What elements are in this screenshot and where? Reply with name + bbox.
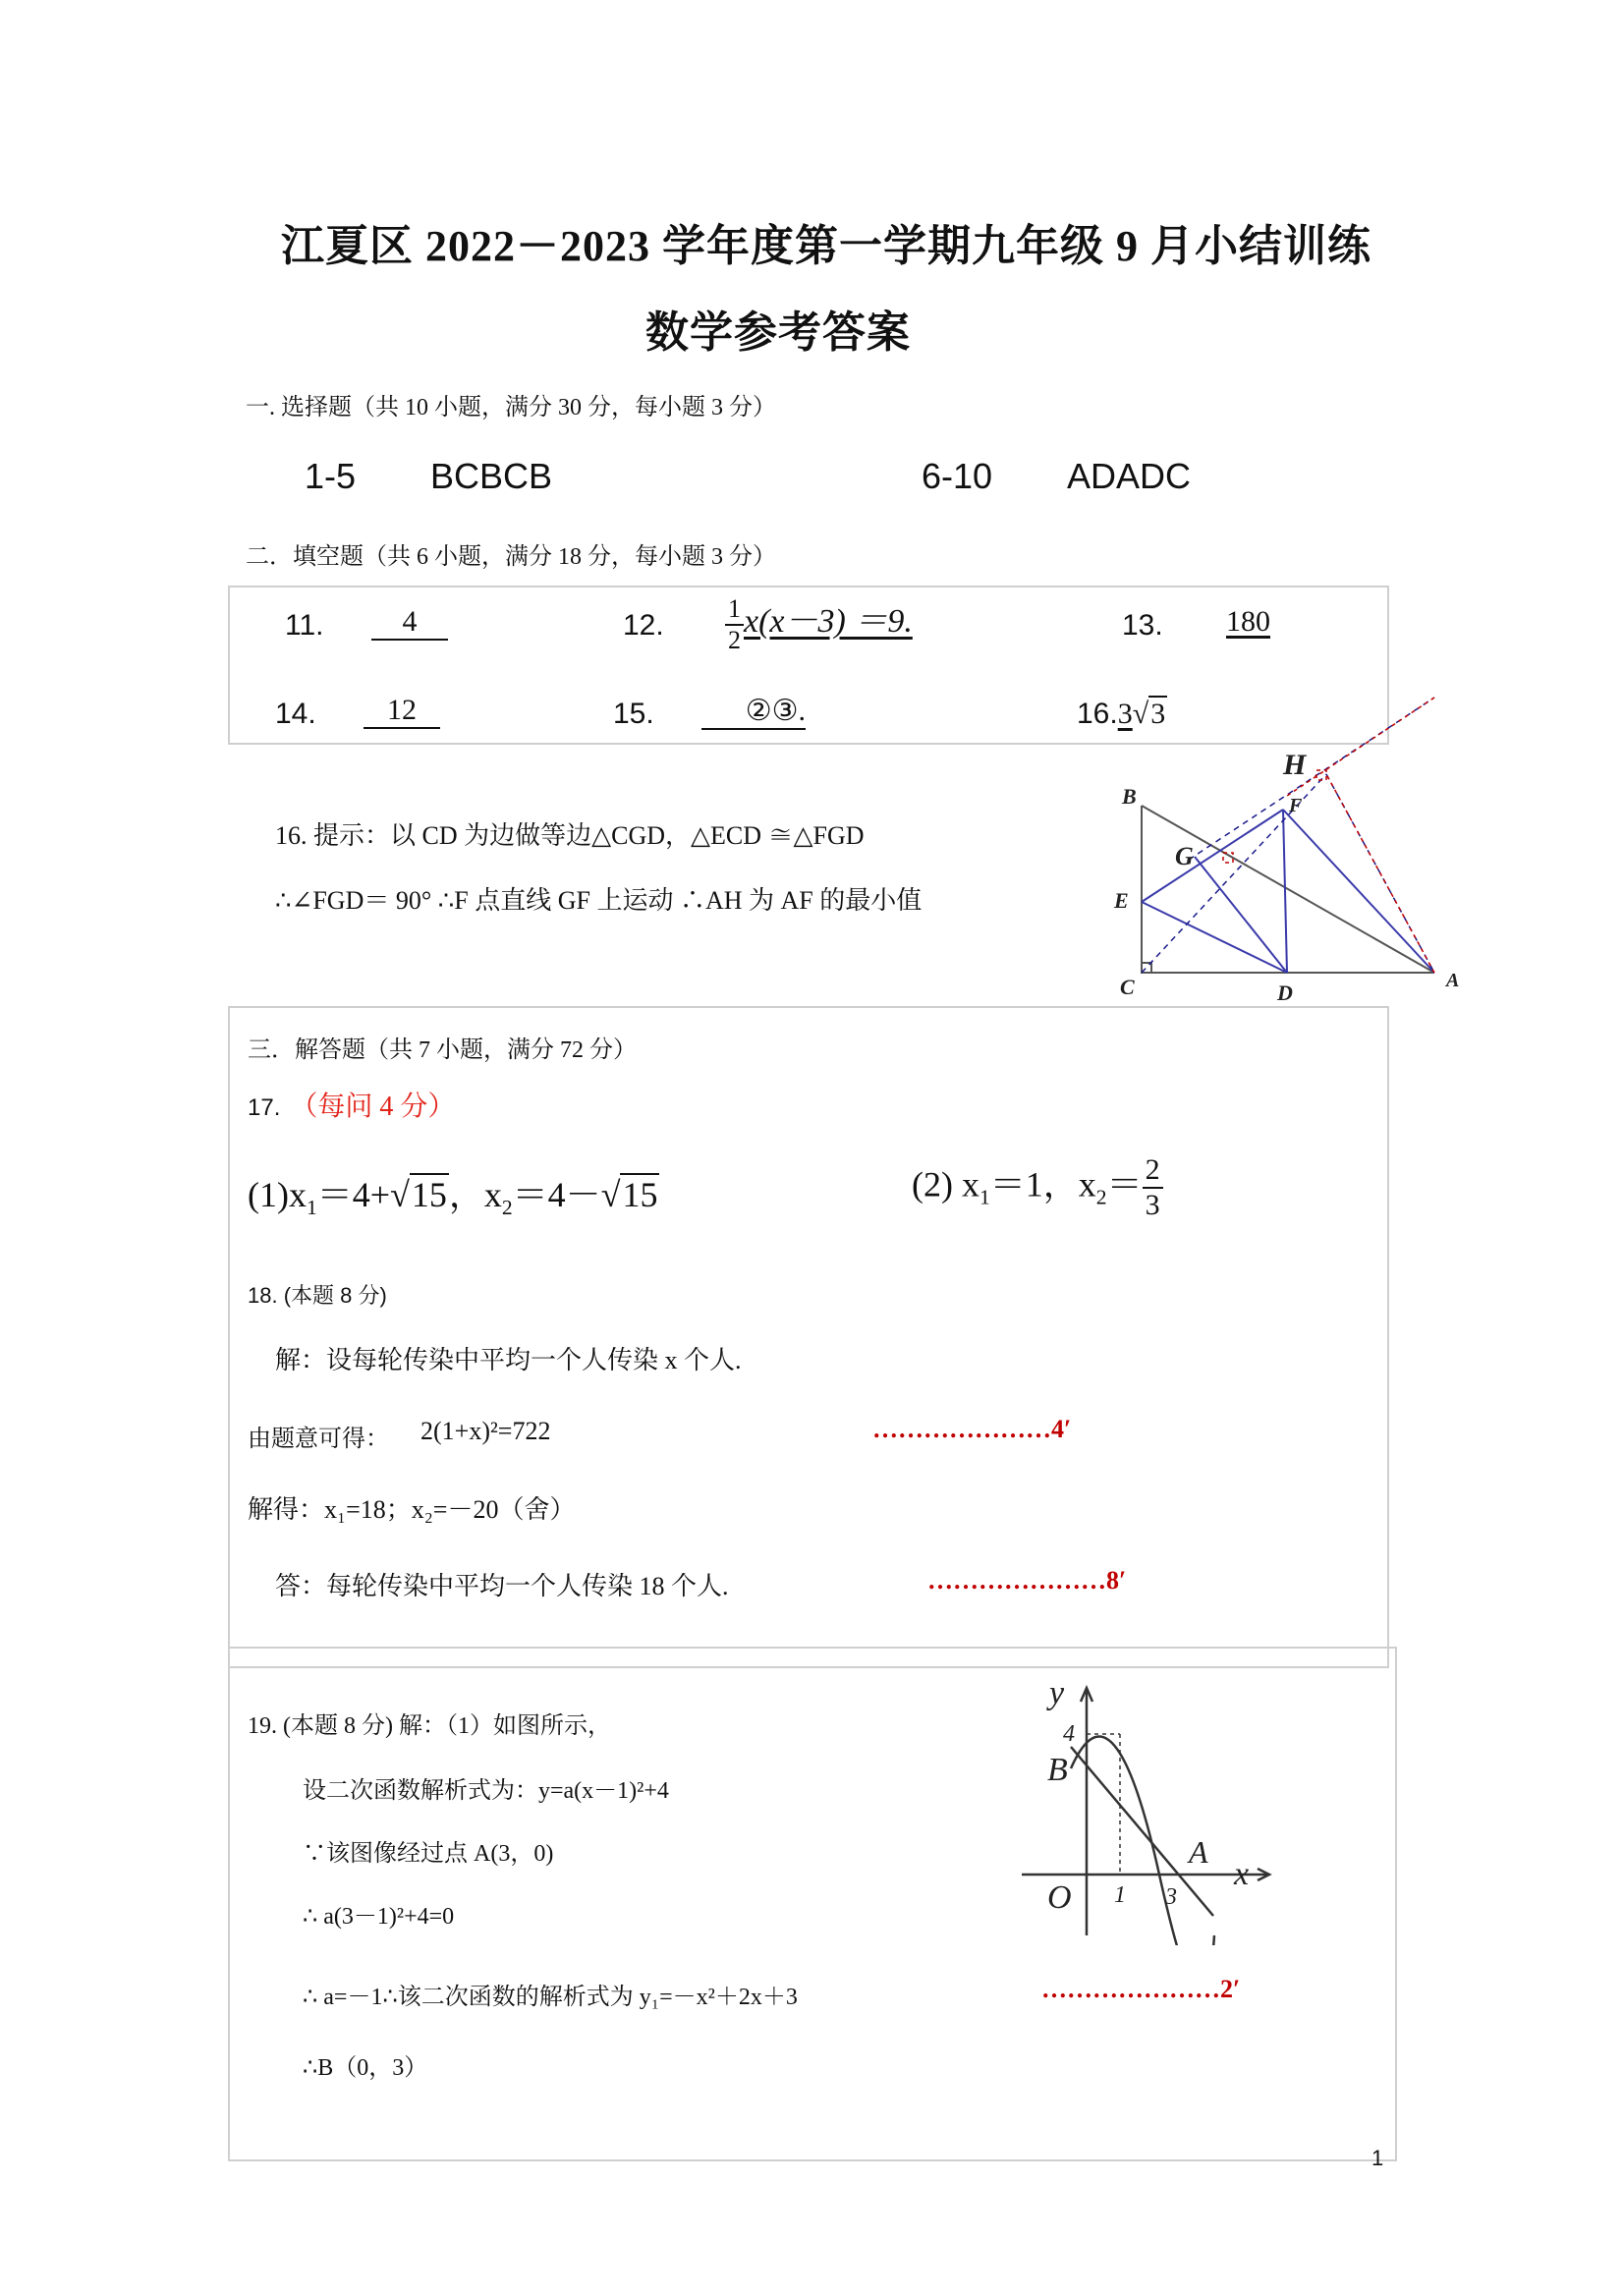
mc-group2-label: 6-10 [922,456,993,496]
fig19-label-A: A [1189,1834,1208,1870]
q17-number: 17. [248,1094,281,1121]
q19-score-2: …………………2′ [1041,1975,1241,2003]
q17-p1-rad1: 15 [411,1175,447,1214]
page-number: 1 [1371,2146,1384,2170]
q17-p2-sub1: 1 [979,1185,990,1209]
q16-coefficient: 3 [1117,698,1133,730]
mc-group1-label: 1-5 [305,456,357,496]
q18-heading: 18. (本题 8 分) [248,1283,387,1308]
fig19-label-y: y [1049,1680,1065,1711]
q12-frac-den: 2 [728,626,741,655]
q19-line2: ∵该图像经过点 A(3，0) [303,1841,554,1867]
fig16-label-B: B [1122,784,1137,809]
section1-heading: 一. 选择题（共 10 小题，满分 30 分，每小题 3 分） [246,395,776,420]
fig19-label-x: x [1234,1856,1250,1892]
q17-header [248,1085,455,1124]
q18-line2-label: 由题意可得： [248,1427,389,1452]
q12-expression: x(x－3) ＝9. [744,603,913,640]
fig16-label-F: F [1289,795,1303,816]
q17-p2-frac-den: 3 [1145,1189,1160,1221]
q17-p1-sub1: 1 [306,1196,317,1220]
q19-line3: ∴ a(3－1)²+4=0 [303,1904,455,1930]
q17-part1: $(1)x_1=4+√15$，$x_2=4-√15$ [248,1175,658,1220]
q16-number: 16. [1077,698,1118,730]
q17-p1-eq1: ＝4+ [316,1175,391,1214]
q17-p2-eq1: ＝1，x [989,1164,1096,1204]
q17-p2-lead: (2) x [912,1164,979,1204]
q13-answer: 180 [1226,605,1270,638]
q12-frac-num: 1 [725,596,744,626]
section2-heading: 二．填空题（共 6 小题，满分 18 分，每小题 3 分） [246,544,776,570]
q14-number: 14. [275,698,316,730]
q18-score-4: …………………4′ [872,1415,1072,1443]
q19-heading: 19. (本题 8 分) 解：（1）如图所示， [248,1713,611,1739]
fig19-label-O: O [1047,1879,1072,1916]
fig16-label-G: G [1175,842,1194,870]
q19-line4: ∴ a=－1∴该二次函数的解析式为 y₁=－x²＋2x＋3 [303,1985,798,2010]
q17-p1-eq2: ＝4－ [512,1175,601,1214]
q16-radicand: 3 [1150,698,1166,730]
q17-p2-eq2: ＝ [1106,1164,1143,1204]
fig16-label-C: C [1120,975,1135,999]
q19-line5: ∴B（0，3） [303,2055,428,2081]
hint16-line2: ∴∠FGD＝ 90° ∴F 点直线 GF 上运动 ∴AH 为 AF 的最小值 [275,886,923,915]
q17-p1-mid: ，x [448,1175,502,1214]
q18-line3: 解得：x₁=18；x₂=－20（舍） [248,1495,576,1524]
hint16-line1: 16. 提示：以 CD 为边做等边△CGD，△ECD ≅△FGD [275,821,865,850]
fig19-label-B: B [1047,1752,1068,1788]
q15-number: 15. [613,698,654,730]
q11-number: 11. [285,609,324,642]
fig16-label-E: E [1114,888,1129,913]
q18-line2-expression: 2(1+x)²=722 [420,1417,551,1445]
q15-answer: ②③. [701,694,806,730]
q11-answer: 4 [371,605,448,641]
fig16-label-A: A [1446,970,1460,991]
q16-answer: 16.3√3 [1077,698,1166,730]
q18-score-8: …………………8′ [927,1566,1127,1595]
geometry-figure-16 [1100,688,1474,1012]
q17-score-note: （每问 4 分） [290,1092,456,1122]
q17-part2 [912,1155,1163,1220]
q17-p2-sub2: 2 [1095,1185,1107,1209]
q18-line4: 答：每轮传染中平均一个人传染 18 个人. [275,1572,729,1600]
q17-p1-rad2: 15 [622,1175,658,1214]
fig16-label-D: D [1277,980,1293,1005]
q17-p2-frac-num: 2 [1143,1155,1163,1189]
fig19-label-3: 3 [1165,1884,1177,1910]
parabola-figure-19 [1012,1680,1287,1945]
q18-line1: 解：设每轮传染中平均一个人传染 x 个人. [275,1346,742,1374]
mc-group1-answers: BCBCB [430,456,553,496]
q12-number: 12. [623,609,664,642]
fig19-label-1: 1 [1114,1882,1126,1908]
q17-p1-lead: (1)x [248,1175,307,1214]
q13-number: 13. [1122,609,1163,642]
mc-group2-answers: ADADC [1067,456,1192,496]
q19-line1: 设二次函数解析式为：y=a(x－1)²+4 [303,1778,669,1804]
q14-answer: 12 [364,694,440,729]
page-subtitle: 数学参考答案 [645,308,911,357]
section3-heading: 三．解答题（共 7 小题，满分 72 分） [248,1037,637,1063]
fig16-label-H: H [1283,749,1307,781]
fig19-label-4: 4 [1063,1721,1075,1747]
q17-p1-sub2: 2 [501,1196,513,1220]
page-title: 江夏区 2022－2023 学年度第一学期九年级 9 月小结训练 [281,222,1371,270]
q12-answer [725,593,913,653]
